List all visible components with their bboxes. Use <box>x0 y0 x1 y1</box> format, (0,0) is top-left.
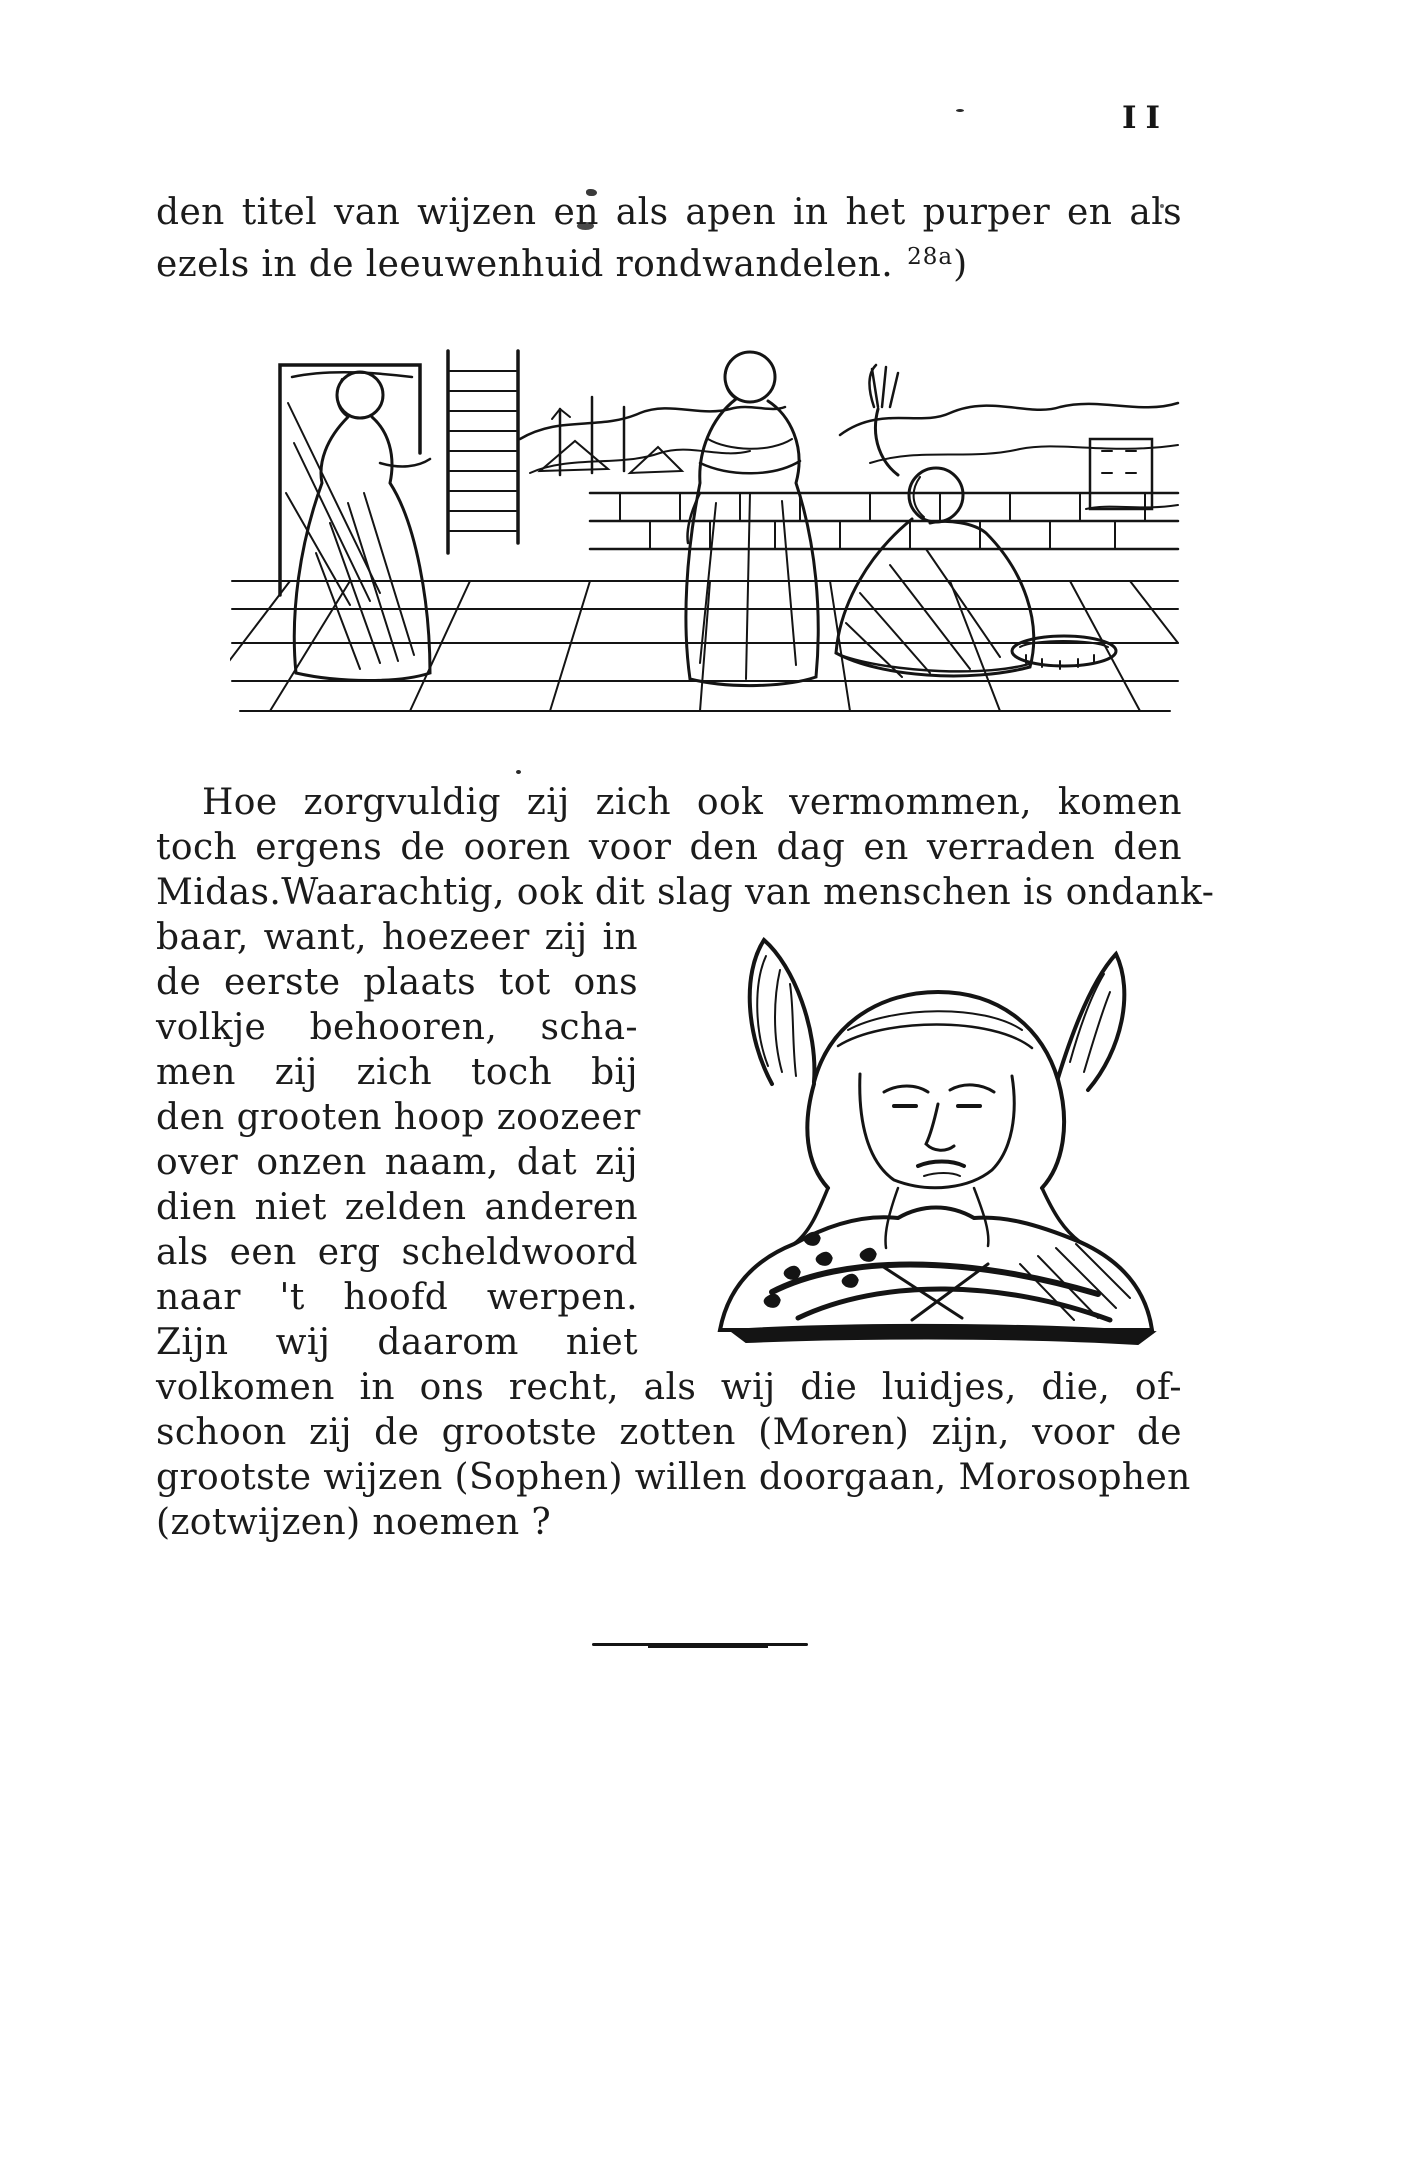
text-line: den grooten hoop zoozeer <box>156 1097 641 1138</box>
paragraph-2-bottom <box>156 1365 1191 1545</box>
paragraph-2-wrapped-column <box>156 915 641 1365</box>
page-number: II <box>1122 100 1170 136</box>
woodcut-street-scene <box>230 343 1182 715</box>
footnote-reference: 28a <box>907 244 954 270</box>
ink-speck <box>516 770 521 774</box>
section-divider-rule-shadow <box>648 1646 768 1648</box>
text-line: volkomen in ons recht, als wij die luidjes, die, of- <box>156 1367 1182 1408</box>
text-line: grootste wijzen (Sophen) willen doorgaan, Morosophen <box>156 1457 1191 1498</box>
footnote-paren: ) <box>953 244 968 285</box>
text-line: de eerste plaats tot ons <box>156 962 638 1003</box>
text-line: Hoe zorgvuldig zij zich ook vermommen, komen <box>202 782 1182 823</box>
text-line: baar, want, hoezeer zij in <box>156 917 638 958</box>
paragraph-2-top <box>156 780 1215 915</box>
text-span: ezels in de leeuwenhuid rondwandelen. <box>156 244 894 285</box>
text-line: naar 't hoofd werpen. <box>156 1277 638 1318</box>
ink-speck <box>956 109 964 112</box>
text-line: Zijn wij daarom niet <box>156 1322 638 1363</box>
text-line: volkje behooren, scha- <box>156 1007 638 1048</box>
woodcut-fool-bust <box>702 926 1170 1350</box>
text-line: als een erg scheldwoord <box>156 1232 638 1273</box>
fool-bust-drawing <box>702 926 1170 1350</box>
text-line: schoon zij de grootste zotten (Moren) zijn, voor de <box>156 1412 1182 1453</box>
paragraph-1 <box>156 190 1182 285</box>
text-line: men zij zich toch bij <box>156 1052 638 1093</box>
text-line: dien niet zelden anderen <box>156 1187 638 1228</box>
text-line: toch ergens de ooren voor den dag en verraden den <box>156 827 1182 868</box>
text-line: over onzen naam, dat zij <box>156 1142 638 1183</box>
text-line: (zotwijzen) noemen ? <box>156 1502 552 1543</box>
text-line: den titel van wijzen en als apen in het purper en als <box>156 192 1182 233</box>
street-scene-drawing <box>230 343 1182 715</box>
text-line <box>156 235 1182 285</box>
text-line: Midas.Waarachtig, ook dit slag van menschen is ondank- <box>156 872 1215 913</box>
